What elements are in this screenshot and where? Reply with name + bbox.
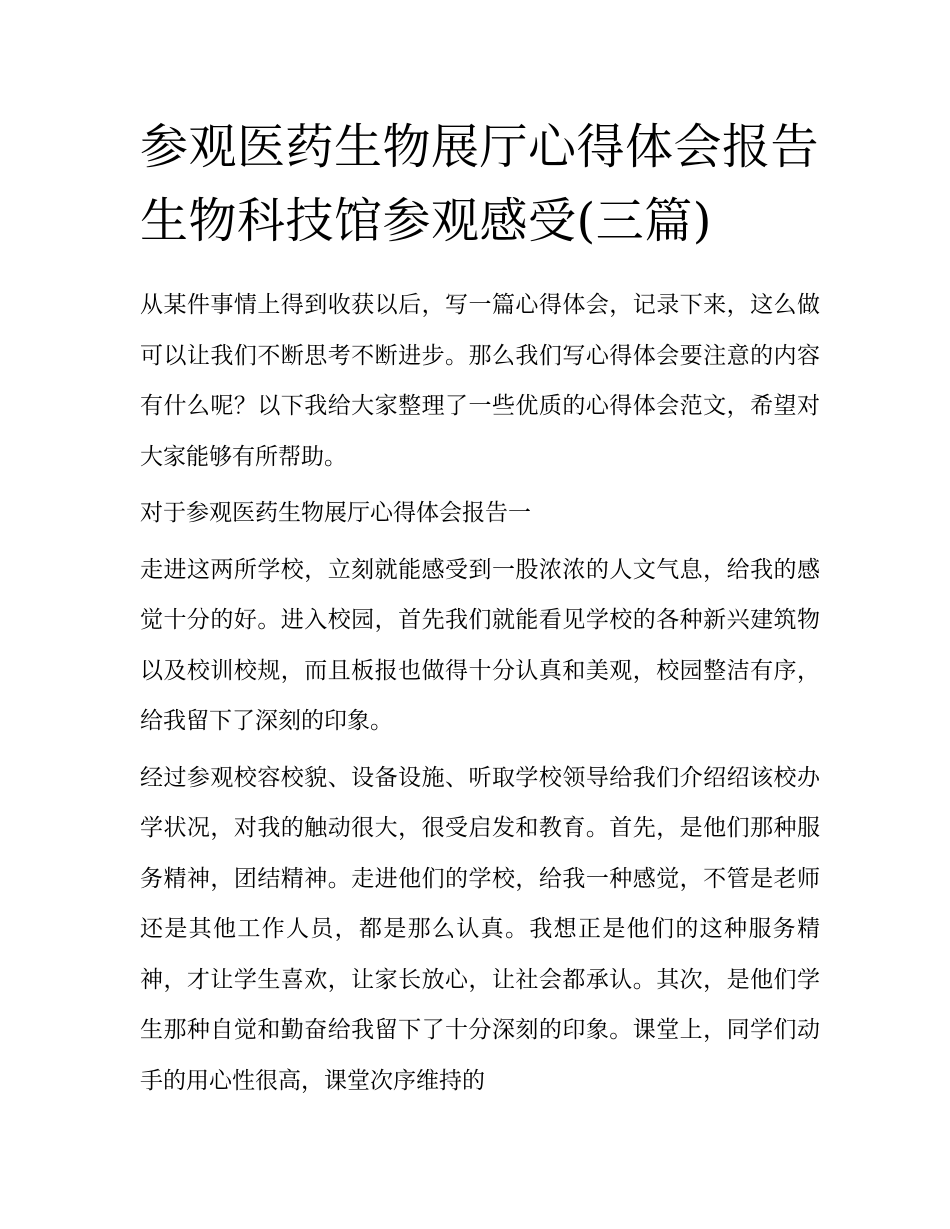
intro-paragraph: 从某件事情上得到收获以后，写一篇心得体会，记录下来，这么做可以让我们不断思考不断进步。那么我们写心得体会要注意的内容有什么呢？以下我给大家整理了一些优质的心得体会范文，希望对大家能够有所帮助。 [140,292,820,470]
body-paragraph-2: 经过参观校容校貌、设备设施、听取学校领导给我们介绍绍该校办学状况，对我的触动很大，很受启发和教育。首先，是他们那种服务精神，团结精神。走进他们的学校，给我一种感觉，不管是老师还是其他工作人员，都是那么认真。我想正是他们的这种服务精神，才让学生喜欢，让家长放心，让社会都承认。其次，是他们学生那种自觉和勤奋给我留下了十分深刻的印象。课堂上，同学们动手的用心性很高，课堂次序维持的 [140,764,820,1094]
body-paragraph-1: 走进这两所学校，立刻就能感受到一股浓浓的人文气息，给我的感觉十分的好。进入校园，首先我们就能看见学校的各种新兴建筑物以及校训校规，而且板报也做得十分认真和美观，校园整洁有序，给我留下了深刻的印象。 [140,556,820,734]
section-heading: 对于参观医药生物展厅心得体会报告一 [140,500,531,526]
document-body [140,280,820,1112]
document-title: 参观医药生物展厅心得体会报告 生物科技馆参观感受(三篇) [140,119,820,249]
